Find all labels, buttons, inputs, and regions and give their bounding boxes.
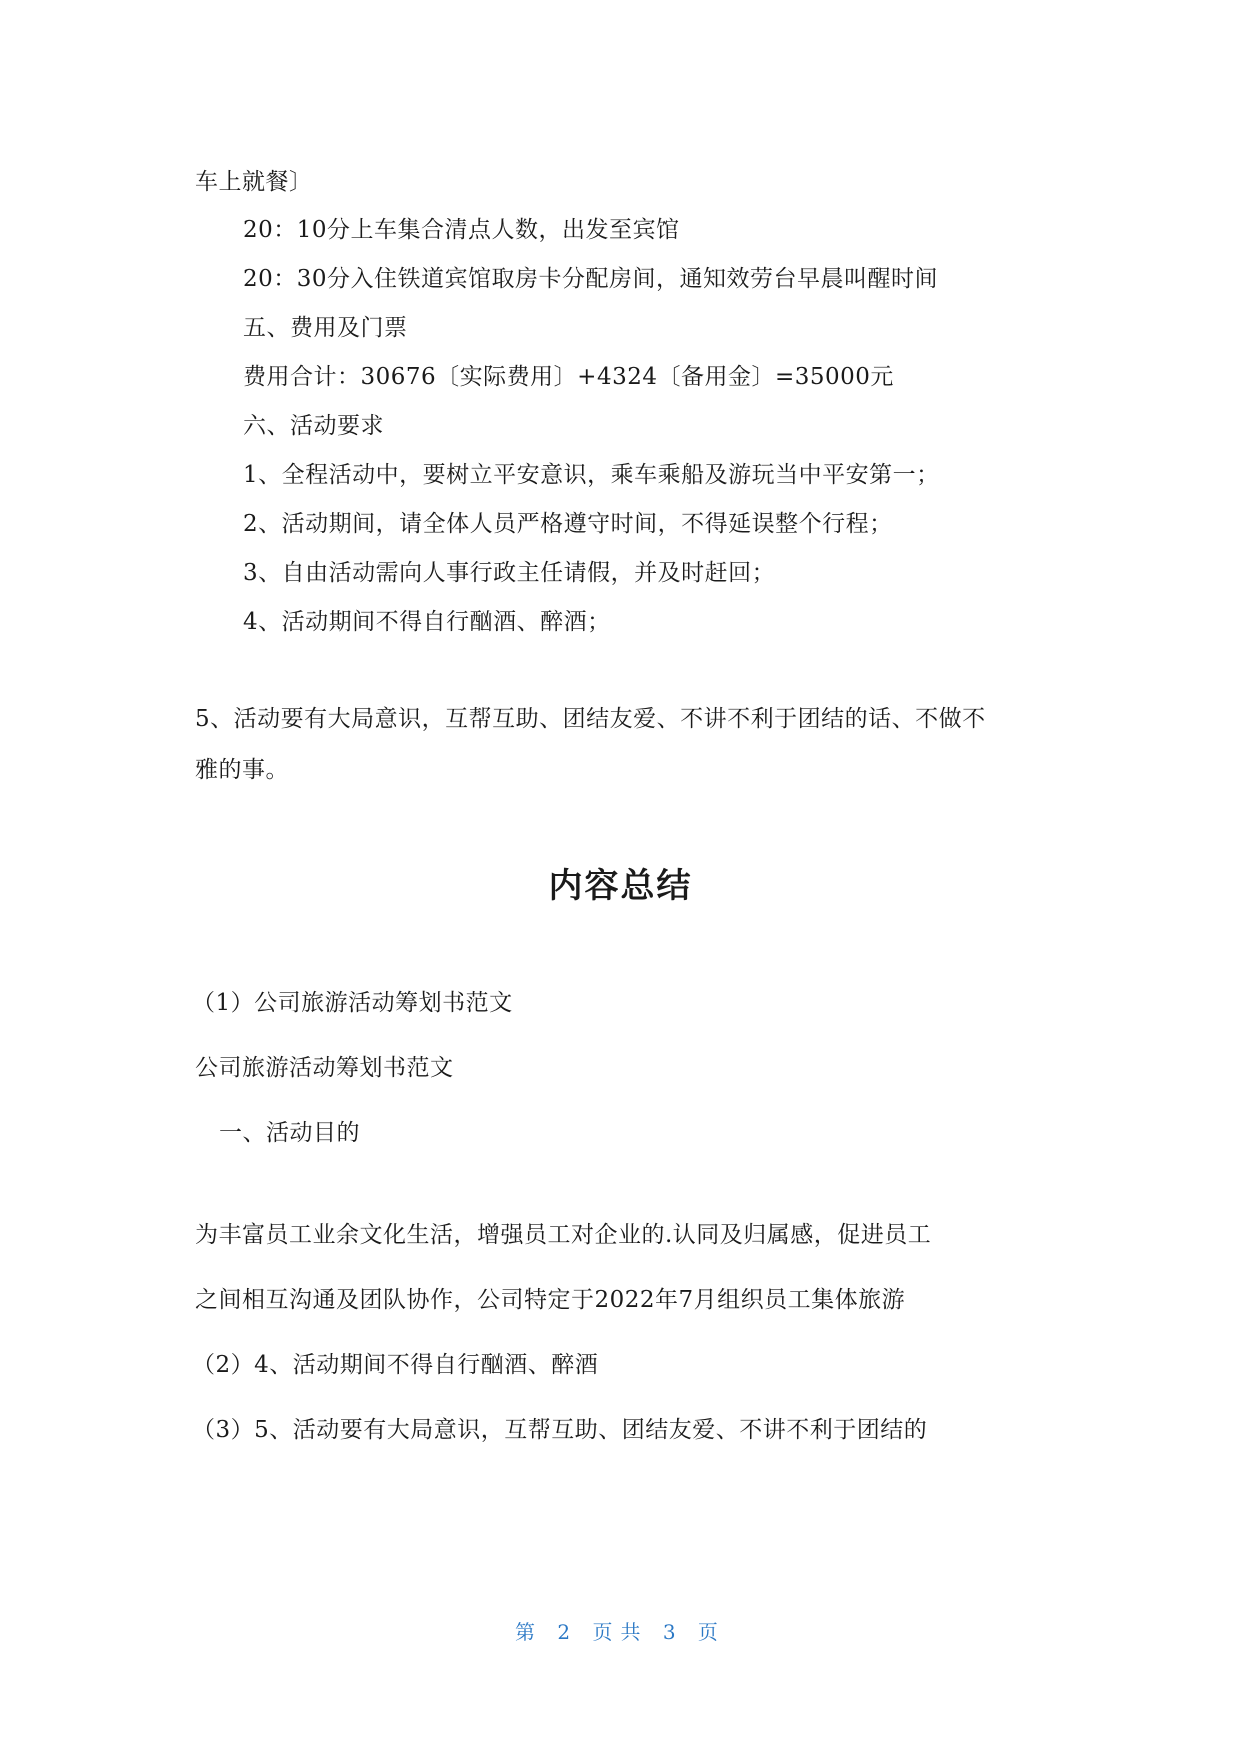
summary-line: （1）公司旅游活动筹划书范文 [192, 990, 513, 1016]
list-item: 4、活动期间不得自行酗酒、醉酒； [243, 609, 611, 635]
summary-line: 一、活动目的 [219, 1120, 360, 1146]
list-item: 5、活动要有大局意识，互帮互助、团结友爱、不讲不利于团结的话、不做不 [195, 706, 986, 732]
summary-line: （3）5、活动要有大局意识，互帮互助、团结友爱、不讲不利于团结的 [192, 1417, 928, 1443]
list-item: 2、活动期间，请全体人员严格遵守时间，不得延误整个行程； [243, 511, 893, 537]
text-line: 20：30分入住铁道宾馆取房卡分配房间，通知效劳台早晨叫醒时间 [243, 266, 939, 292]
summary-line: （2）4、活动期间不得自行酗酒、醉酒 [192, 1352, 599, 1378]
section-heading: 六、活动要求 [243, 413, 384, 439]
text-line: 雅的事。 [195, 757, 289, 783]
summary-title: 内容总结 [548, 866, 693, 906]
text-line: 费用合计：30676〔实际费用〕+4324〔备用金〕=35000元 [243, 364, 894, 390]
summary-line: 公司旅游活动筹划书范文 [195, 1055, 454, 1081]
list-item: 1、全程活动中，要树立平安意识，乘车乘船及游玩当中平安第一； [243, 462, 940, 488]
text-line: 车上就餐〕 [195, 169, 313, 195]
page-number-footer: 第 2 页共 3 页 [515, 1620, 726, 1644]
list-item: 3、自由活动需向人事行政主任请假，并及时赶回； [243, 560, 776, 586]
summary-line: 之间相互沟通及团队协作，公司特定于2022年7月组织员工集体旅游 [195, 1287, 906, 1313]
summary-line: 为丰富员工业余文化生活，增强员工对企业的.认同及归属感，促进员工 [195, 1222, 932, 1248]
text-line: 20：10分上车集合清点人数，出发至宾馆 [243, 217, 680, 243]
section-heading: 五、费用及门票 [243, 315, 408, 341]
